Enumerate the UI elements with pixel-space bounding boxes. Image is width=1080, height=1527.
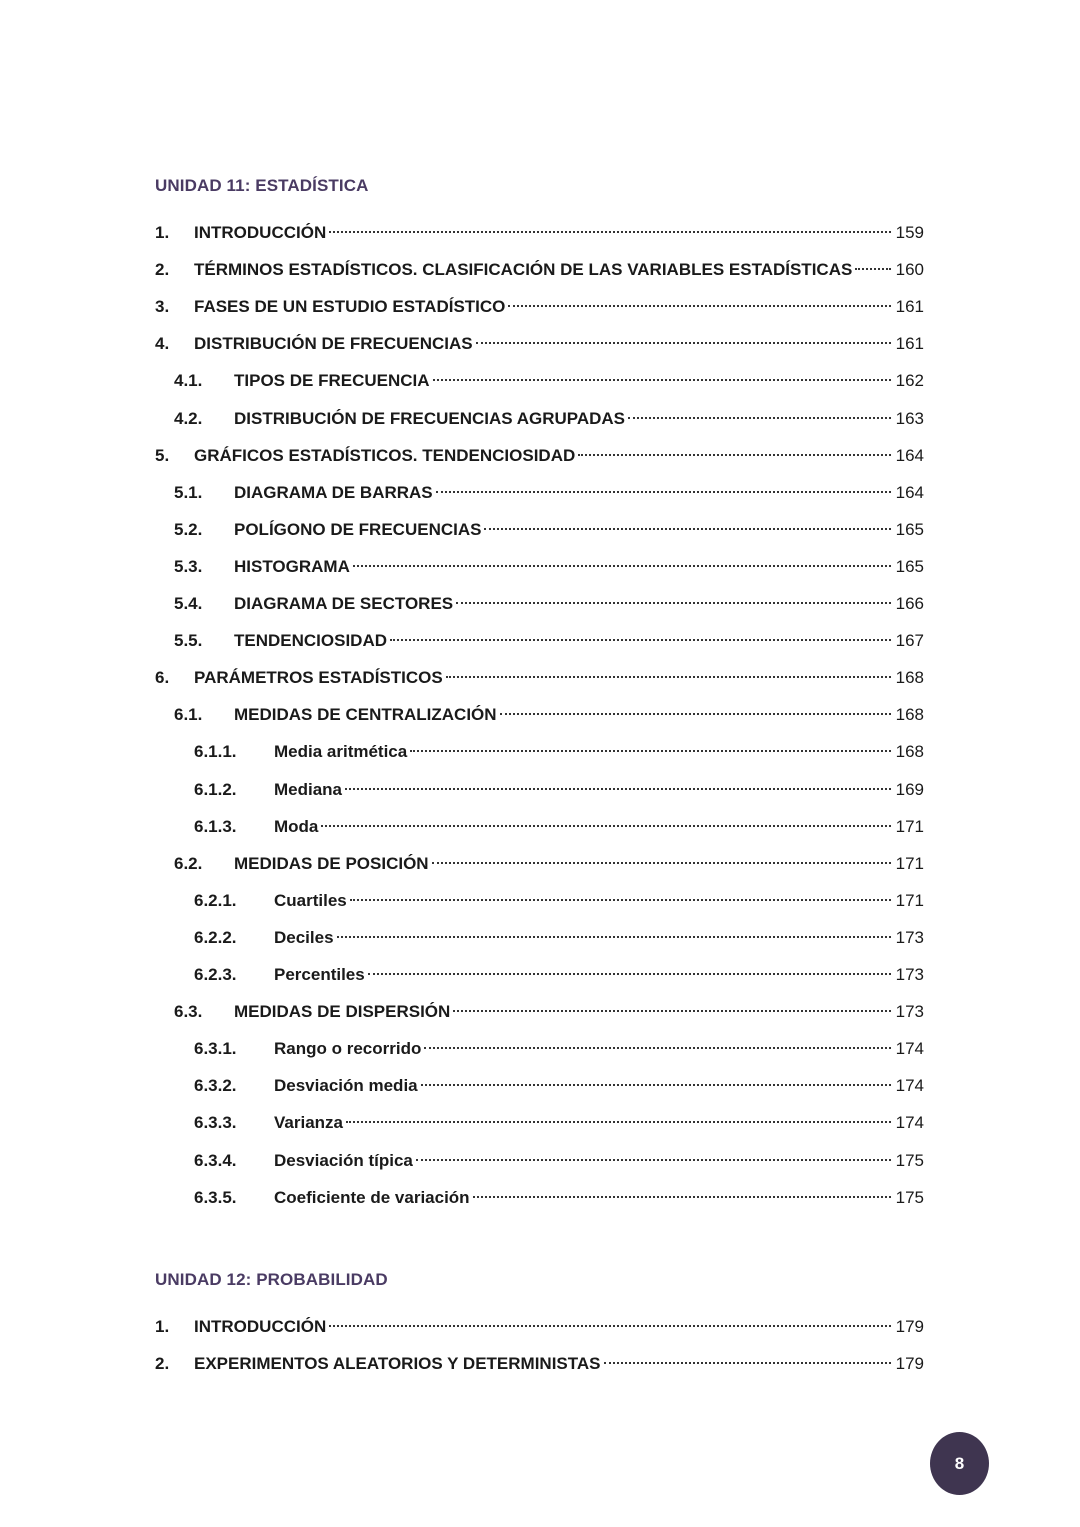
toc-entry-number: 6.3.2.: [194, 1076, 237, 1095]
toc-entry[interactable]: [0, 221, 1080, 245]
toc-entry-page: 174: [895, 1076, 924, 1095]
toc-entry-page: 173: [895, 1002, 924, 1021]
toc-entry-number: 2.: [155, 1354, 170, 1373]
unit-title: UNIDAD 11: ESTADÍSTICA: [155, 176, 369, 195]
toc-entry-page: 179: [895, 1317, 924, 1336]
toc-entry-label: EXPERIMENTOS ALEATORIOS Y DETERMINISTAS: [194, 1354, 601, 1373]
toc-entry-label: Moda: [274, 817, 319, 836]
toc-entry-number: 6.1.1.: [194, 742, 237, 761]
toc-entry[interactable]: [0, 815, 1080, 839]
toc-entry-number: 6.1.: [174, 705, 203, 724]
dot-leader: [350, 899, 891, 901]
toc-entry-line: [234, 592, 924, 616]
toc-entry-line: [194, 1315, 924, 1339]
toc-entry-label: TENDENCIOSIDAD: [234, 631, 388, 650]
dot-leader: [329, 1325, 891, 1327]
dot-leader: [604, 1362, 892, 1364]
toc-entry-label: DIAGRAMA DE BARRAS: [234, 483, 433, 502]
toc-entry[interactable]: [0, 481, 1080, 505]
toc-entry-number: 4.1.: [174, 371, 203, 390]
toc-entry-line: [274, 963, 924, 987]
toc-entry-number: 4.: [155, 334, 170, 353]
toc-entry-number: 4.2.: [174, 409, 203, 428]
dot-leader: [446, 676, 891, 678]
toc-entry-page: 171: [895, 854, 924, 873]
toc-entry-number: 3.: [155, 297, 170, 316]
dot-leader: [453, 1010, 891, 1012]
toc-entry-label: INTRODUCCIÓN: [194, 223, 327, 242]
toc-entry-line: [194, 444, 924, 468]
toc-entry[interactable]: [0, 963, 1080, 987]
toc-entry-label: DISTRIBUCIÓN DE FRECUENCIAS: [194, 334, 473, 353]
toc-entry-label: MEDIDAS DE DISPERSIÓN: [234, 1002, 451, 1021]
toc-entry-label: HISTOGRAMA: [234, 557, 350, 576]
dot-leader: [353, 565, 891, 567]
toc-entry-page: 165: [895, 557, 924, 576]
toc-entry-number: 6.2.2.: [194, 928, 237, 947]
toc-entry-page: 179: [895, 1354, 924, 1373]
toc-entry-label: Desviación media: [274, 1076, 418, 1095]
toc-entry[interactable]: [0, 926, 1080, 950]
toc-entry-number: 5.1.: [174, 483, 203, 502]
toc-entry[interactable]: [0, 592, 1080, 616]
toc-entry-number: 6.1.2.: [194, 780, 237, 799]
toc-entry-label: TIPOS DE FRECUENCIA: [234, 371, 430, 390]
dot-leader: [345, 788, 891, 790]
toc-entry-number: 1.: [155, 1317, 170, 1336]
toc-entry-number: 2.: [155, 260, 170, 279]
toc-entry-page: 171: [895, 817, 924, 836]
dot-leader: [476, 342, 891, 344]
toc-entry[interactable]: [0, 258, 1080, 282]
toc-entry[interactable]: [0, 1186, 1080, 1210]
dot-leader: [368, 973, 891, 975]
unit-title: UNIDAD 12: PROBABILIDAD: [155, 1270, 388, 1289]
toc-entry-line: [274, 740, 924, 764]
dot-leader: [410, 750, 891, 752]
toc-entry[interactable]: [0, 703, 1080, 727]
toc-entry-label: Rango o recorrido: [274, 1039, 422, 1058]
toc-entry-page: 164: [895, 446, 924, 465]
toc-entry-page: 162: [895, 371, 924, 390]
toc-entry-line: [274, 1149, 924, 1173]
dot-leader: [484, 528, 891, 530]
toc-entry-page: 167: [895, 631, 924, 650]
toc-entry-label: PARÁMETROS ESTADÍSTICOS: [194, 668, 443, 687]
toc-entry[interactable]: [0, 629, 1080, 653]
toc-entry-label: Percentiles: [274, 965, 365, 984]
toc-entry-page: 173: [895, 965, 924, 984]
toc-entry-line: [274, 778, 924, 802]
toc-entry-line: [274, 1074, 924, 1098]
toc-entry-label: INTRODUCCIÓN: [194, 1317, 327, 1336]
dot-leader: [432, 862, 891, 864]
toc-entry-label: Cuartiles: [274, 891, 347, 910]
toc-entry[interactable]: [0, 1352, 1080, 1376]
toc-entry[interactable]: [0, 889, 1080, 913]
toc-entry-number: 6.3.4.: [194, 1151, 237, 1170]
toc-entry-label: MEDIDAS DE POSICIÓN: [234, 854, 429, 873]
toc-entry-line: [234, 1000, 924, 1024]
toc-entry[interactable]: [0, 1000, 1080, 1024]
toc-entry-number: 5.2.: [174, 520, 203, 539]
toc-entry-line: [234, 369, 924, 393]
dot-leader: [337, 936, 891, 938]
dot-leader: [500, 713, 891, 715]
dot-leader: [436, 491, 891, 493]
dot-leader: [390, 639, 891, 641]
toc-entry-label: Media aritmética: [274, 742, 408, 761]
toc-entry-label: Deciles: [274, 928, 334, 947]
toc-entry-page: 173: [895, 928, 924, 947]
toc-entry-label: TÉRMINOS ESTADÍSTICOS. CLASIFICACIÓN DE LAS VARIABLES ESTADÍSTICAS: [194, 260, 853, 279]
toc-entry-label: POLÍGONO DE FRECUENCIAS: [234, 520, 482, 539]
toc-entry[interactable]: [0, 778, 1080, 802]
toc-entry-number: 6.3.3.: [194, 1113, 237, 1132]
toc-entry-line: [274, 1111, 924, 1135]
toc-entry[interactable]: [0, 1315, 1080, 1339]
toc-entry-page: 161: [895, 334, 924, 353]
toc-entry[interactable]: [0, 1149, 1080, 1173]
toc-entry-page: 169: [895, 780, 924, 799]
toc-entry-page: 163: [895, 409, 924, 428]
toc-entry-number: 6.: [155, 668, 170, 687]
toc-entry-page: 168: [895, 668, 924, 687]
page-number-badge: 8: [930, 1432, 989, 1495]
toc-entry-label: Desviación típica: [274, 1151, 413, 1170]
toc-entry-line: [274, 1186, 924, 1210]
toc-entry[interactable]: [0, 1074, 1080, 1098]
dot-leader: [433, 379, 891, 381]
toc-entry-number: 6.3.5.: [194, 1188, 237, 1207]
dot-leader: [416, 1159, 891, 1161]
toc-entry-line: [234, 407, 924, 431]
toc-entry-label: DISTRIBUCIÓN DE FRECUENCIAS AGRUPADAS: [234, 409, 626, 428]
dot-leader: [578, 454, 891, 456]
dot-leader: [421, 1084, 891, 1086]
dot-leader: [855, 268, 891, 270]
toc-entry-number: 1.: [155, 223, 170, 242]
toc-entry-label: MEDIDAS DE CENTRALIZACIÓN: [234, 705, 497, 724]
toc-entry[interactable]: [0, 1111, 1080, 1135]
toc-entry-line: [194, 221, 924, 245]
toc-entry-line: [274, 1037, 924, 1061]
toc-entry-page: 168: [895, 742, 924, 761]
toc-entry-label: FASES DE UN ESTUDIO ESTADÍSTICO: [194, 297, 506, 316]
dot-leader: [628, 417, 891, 419]
dot-leader: [321, 825, 891, 827]
toc-entry-page: 159: [895, 223, 924, 242]
dot-leader: [508, 305, 891, 307]
toc-entry[interactable]: [0, 295, 1080, 319]
toc-entry-page: 174: [895, 1039, 924, 1058]
toc-entry-number: 5.: [155, 446, 170, 465]
toc-entry-page: 165: [895, 520, 924, 539]
toc-entry-line: [194, 332, 924, 356]
toc-entry-page: 161: [895, 297, 924, 316]
toc-entry[interactable]: [0, 369, 1080, 393]
toc-entry-line: [274, 815, 924, 839]
toc-entry-number: 6.1.3.: [194, 817, 237, 836]
toc-entry-line: [234, 481, 924, 505]
toc-entry-label: GRÁFICOS ESTADÍSTICOS. TENDENCIOSIDAD: [194, 446, 576, 465]
toc-entry-line: [234, 703, 924, 727]
toc-entry-line: [194, 295, 924, 319]
toc-entry-number: 6.2.1.: [194, 891, 237, 910]
toc-entry-line: [234, 518, 924, 542]
toc-entry-label: Varianza: [274, 1113, 343, 1132]
toc-entry[interactable]: [0, 555, 1080, 579]
dot-leader: [456, 602, 891, 604]
toc-entry[interactable]: [0, 518, 1080, 542]
dot-leader: [346, 1121, 891, 1123]
toc-entry[interactable]: [0, 444, 1080, 468]
toc-entry-page: 174: [895, 1113, 924, 1132]
toc-entry-line: [194, 666, 924, 690]
toc-entry[interactable]: [0, 407, 1080, 431]
toc-entry[interactable]: [0, 1037, 1080, 1061]
toc-entry-label: Coeficiente de variación: [274, 1188, 470, 1207]
toc-entry-page: 175: [895, 1151, 924, 1170]
toc-entry-label: DIAGRAMA DE SECTORES: [234, 594, 454, 613]
toc-entry-page: 164: [895, 483, 924, 502]
toc-entry-line: [274, 889, 924, 913]
toc-entry-line: [234, 852, 924, 876]
toc-entry-number: 6.3.1.: [194, 1039, 237, 1058]
toc-entry-number: 5.5.: [174, 631, 203, 650]
toc-entry-line: [194, 258, 924, 282]
toc-entry[interactable]: [0, 852, 1080, 876]
toc-entry-label: Mediana: [274, 780, 343, 799]
toc-entry-number: 5.3.: [174, 557, 203, 576]
toc-entry-line: [194, 1352, 924, 1376]
toc-entry-page: 171: [895, 891, 924, 910]
toc-entry[interactable]: [0, 332, 1080, 356]
toc-entry-page: 175: [895, 1188, 924, 1207]
toc-entry-number: 6.2.3.: [194, 965, 237, 984]
toc-entry-page: 168: [895, 705, 924, 724]
toc-entry-number: 6.3.: [174, 1002, 203, 1021]
toc-entry-number: 5.4.: [174, 594, 203, 613]
toc-entry-number: 6.2.: [174, 854, 203, 873]
dot-leader: [473, 1196, 891, 1198]
toc-entry-page: 166: [895, 594, 924, 613]
toc-entry-line: [234, 629, 924, 653]
toc-entry-line: [234, 555, 924, 579]
toc-entry-page: 160: [895, 260, 924, 279]
dot-leader: [329, 231, 891, 233]
toc-entry[interactable]: [0, 740, 1080, 764]
dot-leader: [424, 1047, 891, 1049]
toc-entry-line: [274, 926, 924, 950]
toc-entry[interactable]: [0, 666, 1080, 690]
